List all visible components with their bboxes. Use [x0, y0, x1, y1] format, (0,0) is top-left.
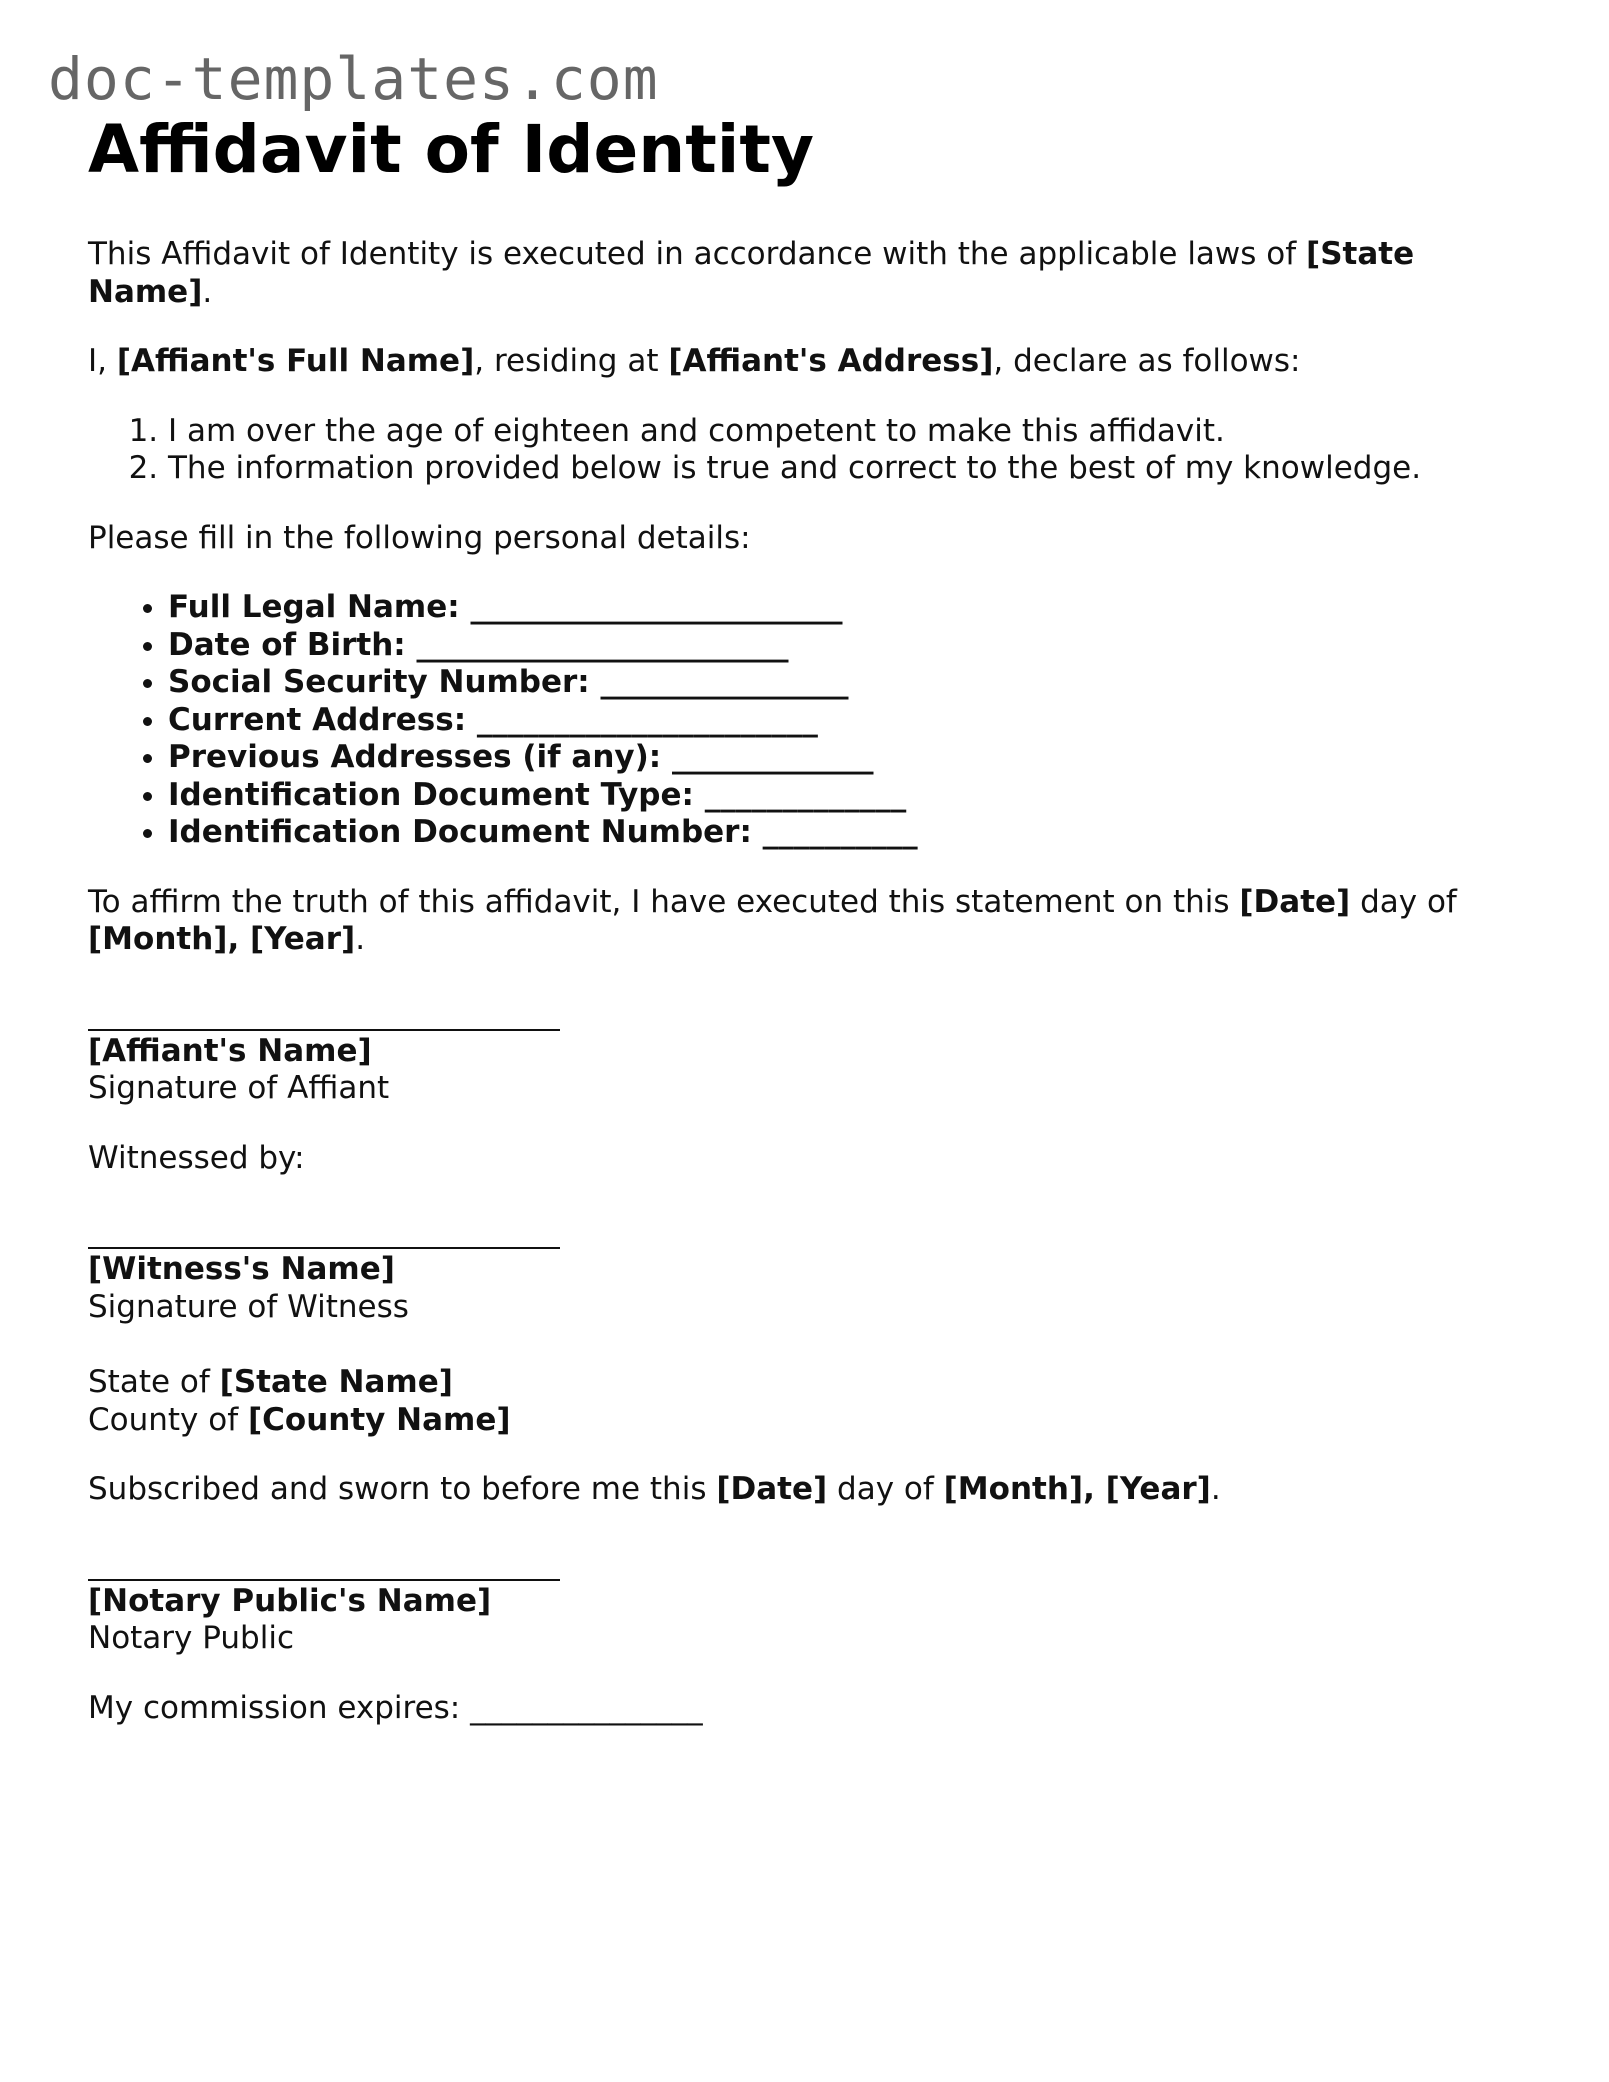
field-label: Current Address: [168, 701, 467, 738]
statement-list [88, 413, 1508, 488]
declaration-paragraph [88, 343, 1508, 381]
field-blank[interactable]: __________ [762, 814, 918, 850]
field-full-legal-name [168, 589, 1508, 627]
field-label: Date of Birth: [168, 626, 406, 663]
document-title: Affidavit of Identity [88, 111, 814, 188]
notary-caption: Notary Public [88, 1620, 294, 1656]
field-label: Identification Document Number: [168, 814, 752, 850]
field-ssn [168, 664, 1508, 702]
affiant-signature-block [88, 1029, 1508, 1108]
affiant-name: [Affiant's Name] [88, 1032, 372, 1069]
intro-paragraph [88, 236, 1508, 311]
field-blank[interactable]: _____________ [671, 739, 874, 775]
field-id-document-number [168, 814, 1508, 852]
field-label: Social Security Number: [168, 664, 590, 700]
field-blank[interactable]: ______________________ [476, 701, 818, 738]
affirm-date: [Date] [1239, 883, 1351, 920]
field-blank[interactable]: _____________ [704, 776, 907, 813]
declaration-prefix: I, [88, 343, 117, 379]
intro-end: . [202, 273, 213, 310]
field-date-of-birth [168, 627, 1508, 665]
affirm-text: To affirm the truth of this affidavit, I have executed this statement on this [88, 883, 1240, 920]
witness-signature-block [88, 1247, 1508, 1326]
affirm-mid: day of [1350, 883, 1457, 920]
venue-block [88, 1364, 1508, 1439]
watermark: doc-templates.com [48, 45, 659, 113]
field-current-address [168, 702, 1508, 740]
commission-label: My commission expires: [88, 1689, 471, 1726]
witness-caption: Signature of Witness [88, 1288, 409, 1325]
venue-county: County of [County Name] [88, 1401, 511, 1438]
intro-text: This Affidavit of Identity is executed in accordance with the applicable laws of [88, 236, 1307, 272]
field-label: Previous Addresses (if any): [168, 739, 662, 775]
commission-expires [88, 1690, 1508, 1728]
affiant-caption: Signature of Affiant [88, 1070, 390, 1106]
field-blank[interactable]: ________________________ [416, 626, 789, 663]
affirm-month-year: [Month], [Year] [88, 921, 356, 957]
declaration-suffix: , declare as follows: [993, 343, 1301, 379]
affiant-signature-line[interactable] [88, 1029, 560, 1031]
witnessed-by: Witnessed by: [88, 1139, 305, 1176]
personal-details-list [88, 589, 1508, 852]
field-blank[interactable]: ________________ [600, 664, 849, 700]
notary-signature-line[interactable] [88, 1579, 560, 1581]
field-blank[interactable]: ________________________ [470, 589, 843, 625]
affirm-end: . [355, 921, 366, 957]
statement-item: 1. I am over the age of eighteen and competent to make this affidavit. [168, 413, 1508, 451]
declaration-name: [Affiant's Full Name] [116, 343, 475, 379]
commission-blank[interactable]: _______________ [470, 1689, 703, 1726]
field-id-document-type [168, 777, 1508, 815]
intro-state: [State Name] [88, 236, 1415, 310]
affirm-paragraph [88, 884, 1508, 959]
sworn-paragraph: Subscribed and sworn to before me this [Date] day of [Month], [Year]. [88, 1471, 1221, 1507]
field-label: Full Legal Name: [168, 589, 460, 625]
notary-name: [Notary Public's Name] [88, 1582, 492, 1619]
fill-instruction: Please fill in the following personal details: [88, 519, 751, 556]
witness-name: [Witness's Name] [88, 1251, 395, 1287]
statement-item: 2. The information provided below is true and correct to the best of my knowledge. [168, 450, 1508, 488]
declaration-address: [Affiant's Address] [668, 343, 994, 379]
notary-signature-block [88, 1579, 1508, 1658]
field-label: Identification Document Type: [168, 776, 694, 813]
witness-signature-line[interactable] [88, 1247, 560, 1249]
declaration-middle: , residing at [474, 343, 669, 379]
venue-state: State of [State Name] [88, 1364, 453, 1400]
field-previous-addresses [168, 739, 1508, 777]
document-page [88, 110, 1508, 1727]
